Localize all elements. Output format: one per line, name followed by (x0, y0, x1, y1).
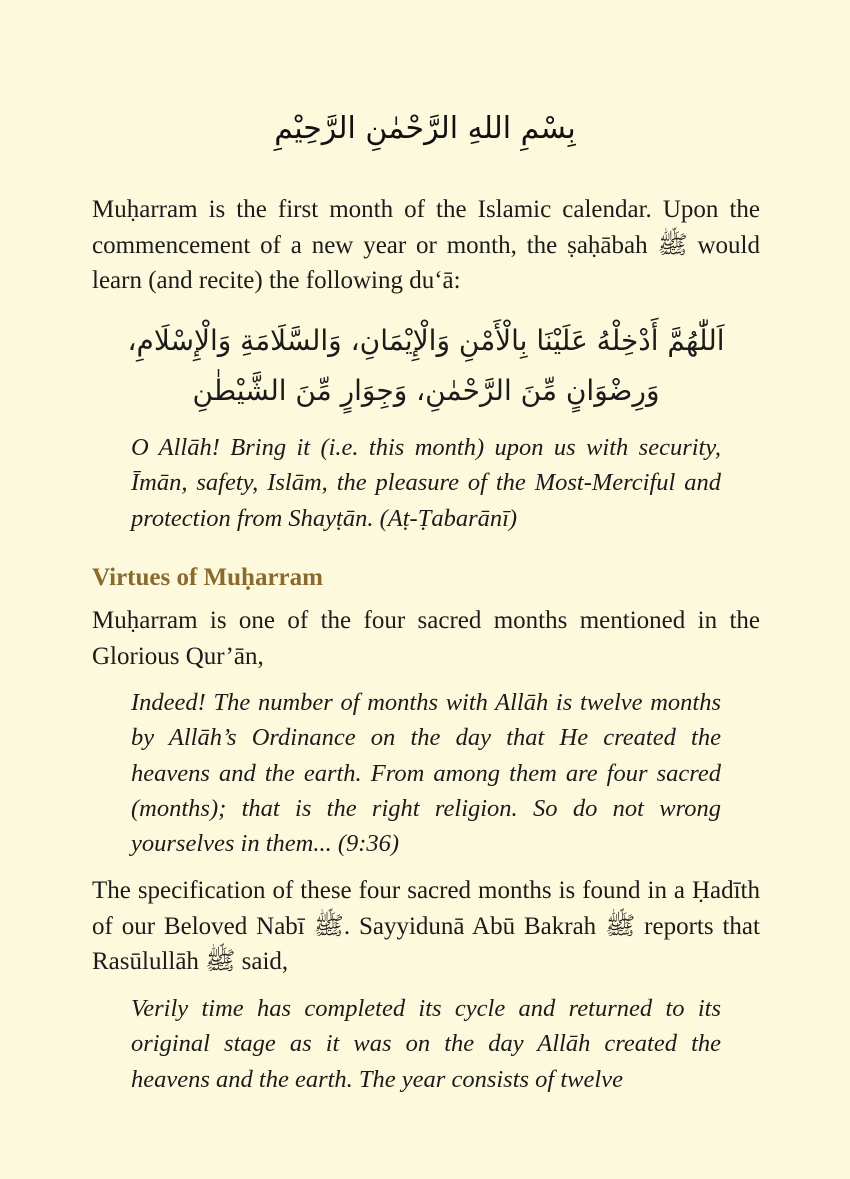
basmala-calligraphy: بِسْمِ اللهِ الرَّحْمٰنِ الرَّحِيْمِ (274, 111, 576, 146)
dua-arabic-line-1: اَللّٰهُمَّ أَدْخِلْهُ عَلَيْنَا بِالْأَمْنِ وَالْإِيْمَانِ، وَالسَّلَامَةِ وَالْإِسْلَامِ، (127, 324, 725, 357)
section-heading: Virtues of Muḥarram (92, 564, 323, 591)
dua-translation: O Allāh! Bring it (i.e. this month) upon us with security, Īmān, safety, Islām, the pleasure of the Most-Merciful and protection from Shayṭān. (Aṭ-Ṭabarānī) (131, 434, 721, 532)
hadith-quote: Verily time has completed its cycle and returned to its original stage as it was on the day Allāh created the heavens and the earth. The year consists of twelve (131, 995, 721, 1093)
virtues-paragraph: Muḥarram is one of the four sacred months mentioned in the Glorious Qur’ān, (92, 607, 760, 670)
hadith-paragraph: The specification of these four sacred months is found in a Ḥadīth of our Beloved Nabī ﷺ. Sayyidunā Abū Bakrah ﷺ reports that Rasūlullāh ﷺ said, (92, 877, 760, 975)
dua-arabic-line-2: وَرِضْوَانٍ مِّنَ الرَّحْمٰنِ، وَجِوَارٍ مِّنَ الشَّيْطٰنِ (192, 374, 660, 407)
intro-paragraph: Muḥarram is the first month of the Islamic calendar. Upon the commencement of a new year or month, the ṣaḥābah ﷺ would learn (and recite) the following du‘ā: (92, 196, 760, 294)
quran-quote: Indeed! The number of months with Allāh is twelve months by Allāh’s Ordinance on the day that He created the heavens and the earth. From among them are four sacred (months); that is the right religion. So do not wrong yourselves in them... (9:36) (131, 689, 721, 858)
